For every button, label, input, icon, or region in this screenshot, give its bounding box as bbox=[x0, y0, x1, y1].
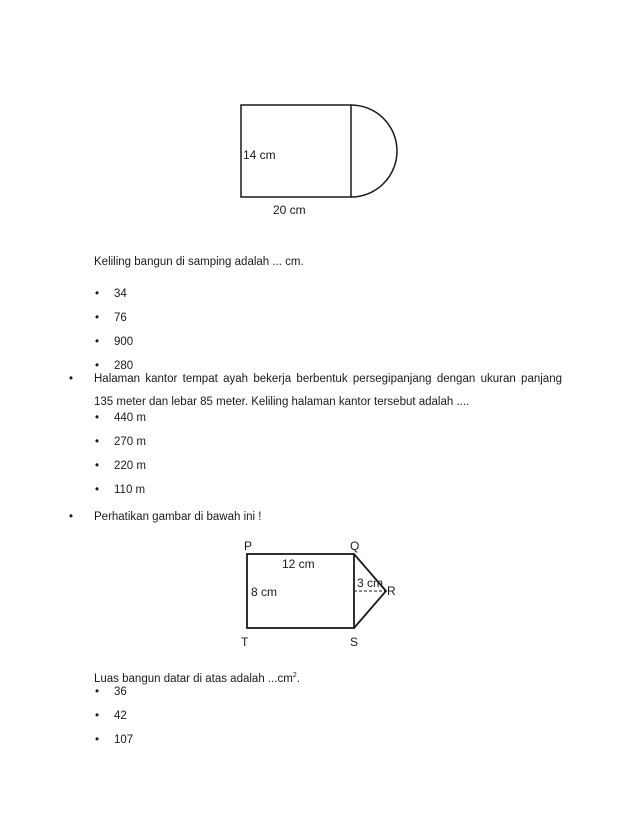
vertex-s: S bbox=[350, 635, 359, 649]
bullet: • bbox=[94, 710, 100, 722]
bullet: • bbox=[94, 360, 100, 372]
q2-text-line2: 135 meter dan lebar 85 meter. Keliling halaman kantor tersebut adalah .... bbox=[94, 396, 470, 408]
q1-option-4: 280 bbox=[114, 360, 134, 372]
q3-option-2: 42 bbox=[114, 710, 127, 722]
top-length-label: 12 cm bbox=[282, 557, 315, 571]
q2-option-3: 220 m bbox=[114, 460, 146, 472]
bullet: • bbox=[94, 734, 100, 746]
semicircle-shape bbox=[351, 105, 397, 197]
bullet: • bbox=[94, 484, 100, 496]
q1-question: Keliling bangun di samping adalah ... cm. bbox=[94, 256, 304, 268]
q3-question bbox=[94, 672, 300, 685]
figure-rectangle-triangle bbox=[235, 536, 410, 654]
q3-question-end: . bbox=[296, 673, 300, 685]
bullet: • bbox=[68, 511, 74, 523]
bullet: • bbox=[94, 460, 100, 472]
height-label: 14 cm bbox=[243, 148, 276, 162]
bullet: • bbox=[94, 436, 100, 448]
q2-option-1: 440 m bbox=[114, 412, 146, 424]
vertex-r: R bbox=[387, 584, 396, 598]
bullet: • bbox=[94, 412, 100, 424]
q3-question-text: Luas bangun datar di atas adalah ...cm bbox=[94, 673, 293, 685]
q3-question-superscript: 2 bbox=[292, 672, 297, 679]
q2-option-4: 110 m bbox=[114, 484, 146, 496]
vertex-q: Q bbox=[350, 539, 360, 553]
triangle-height-label: 3 cm bbox=[357, 576, 384, 590]
bullet: • bbox=[94, 686, 100, 698]
q3-option-1: 36 bbox=[114, 686, 127, 698]
bullet: • bbox=[94, 312, 100, 324]
bullet: • bbox=[94, 336, 100, 348]
side-length-label: 8 cm bbox=[251, 585, 278, 599]
vertex-p: P bbox=[244, 539, 253, 553]
q3-instruction: Perhatikan gambar di bawah ini ! bbox=[94, 511, 262, 523]
q2-option-2: 270 m bbox=[114, 436, 146, 448]
vertex-t: T bbox=[241, 635, 249, 649]
q3-option-3: 107 bbox=[114, 734, 134, 746]
q2-text-line1: Halaman kantor tempat ayah bekerja berbentuk persegipanjang dengan ukuran panjang bbox=[94, 373, 562, 385]
q1-option-3: 900 bbox=[114, 336, 134, 348]
bullet: • bbox=[68, 373, 74, 385]
figure-rectangle-semicircle bbox=[230, 96, 410, 226]
q1-option-2: 76 bbox=[114, 312, 127, 324]
width-label: 20 cm bbox=[273, 203, 306, 217]
q1-option-1: 34 bbox=[114, 288, 127, 300]
bullet: • bbox=[94, 288, 100, 300]
